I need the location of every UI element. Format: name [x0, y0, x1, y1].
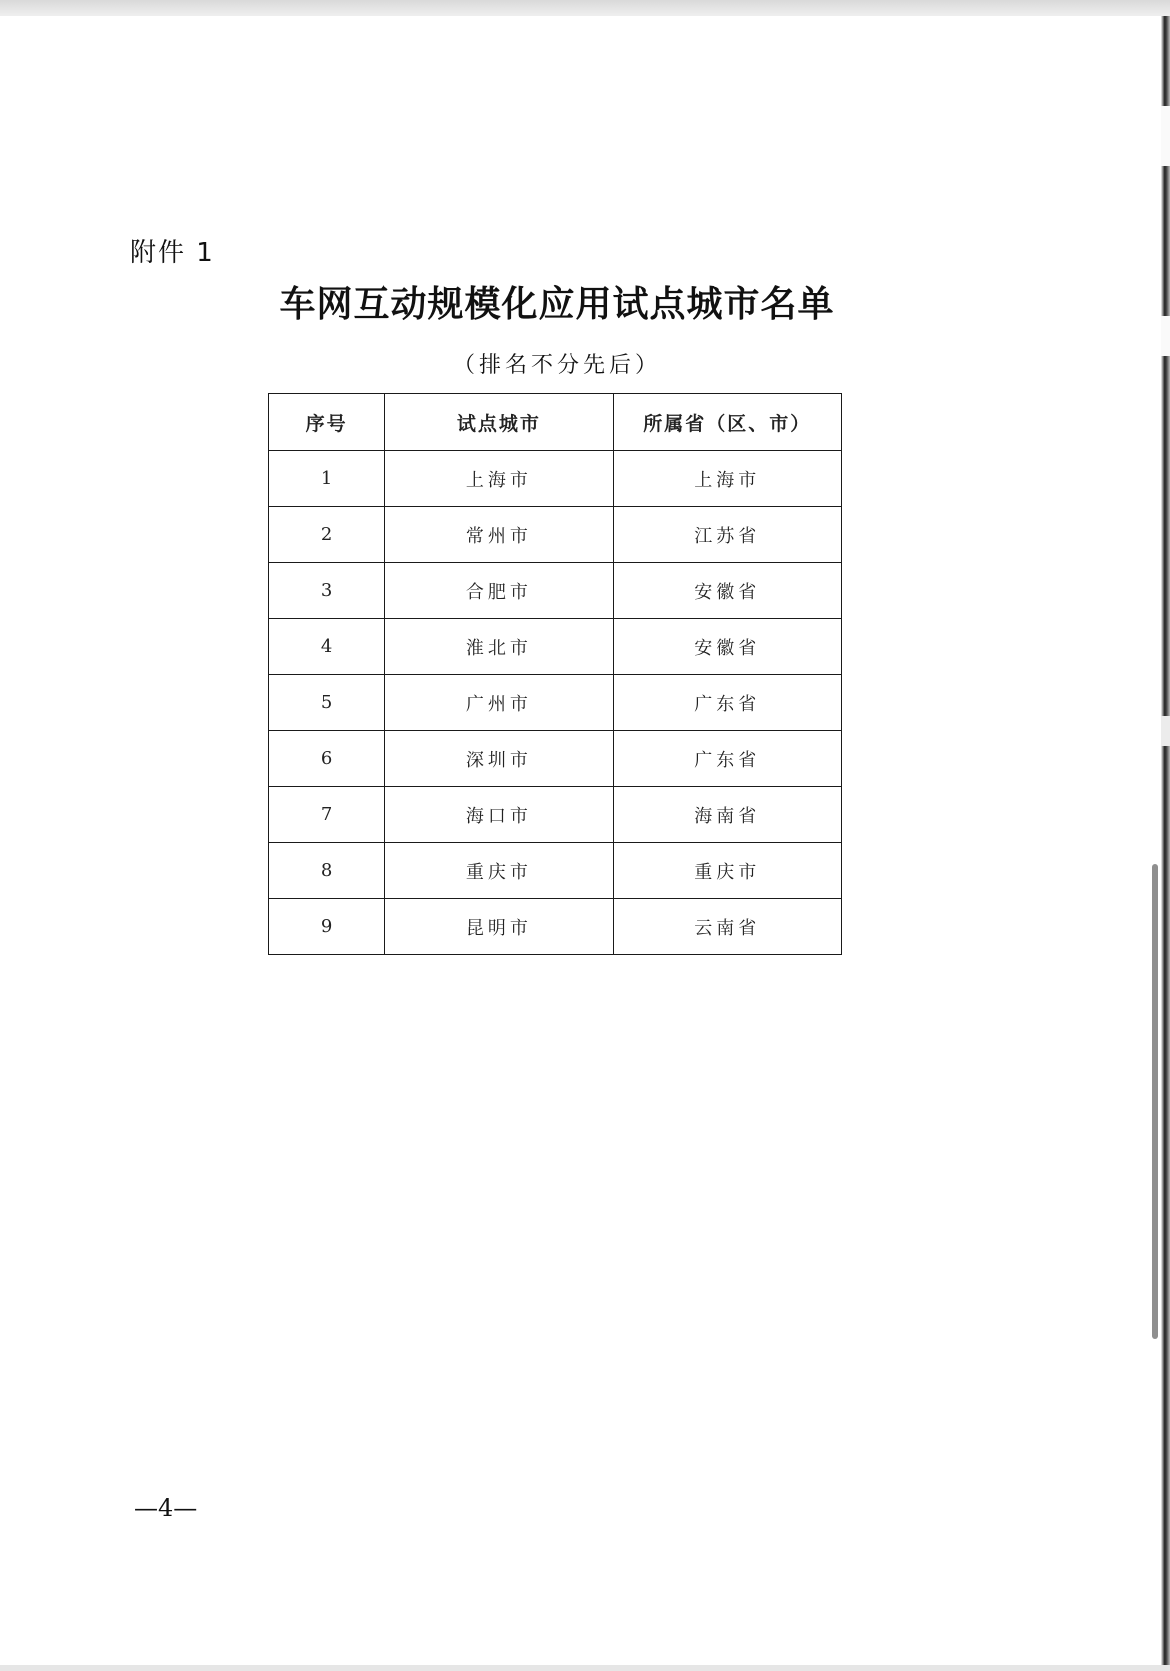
- row-index: 9: [269, 899, 385, 955]
- row-province: 安徽省: [613, 563, 841, 619]
- row-city: 重庆市: [385, 843, 613, 899]
- row-index: 4: [269, 619, 385, 675]
- page-number: —4—: [134, 1494, 198, 1522]
- header-city: 试点城市: [385, 394, 613, 451]
- table-row: [269, 843, 842, 899]
- table-header-row: [269, 394, 842, 451]
- pilot-city-table: [268, 393, 842, 955]
- row-city: 淮北市: [385, 619, 613, 675]
- document-subtitle: （排名不分先后）: [452, 353, 661, 378]
- attachment-label: 附件 1: [130, 238, 215, 268]
- row-city: 海口市: [385, 787, 613, 843]
- viewer-bottom-strip: [0, 1665, 1170, 1671]
- row-index: 2: [269, 507, 385, 563]
- page-stack-edge: [1161, 16, 1170, 1671]
- row-index: 7: [269, 787, 385, 843]
- row-city: 深圳市: [385, 731, 613, 787]
- row-city: 广州市: [385, 675, 613, 731]
- row-province: 江苏省: [613, 507, 841, 563]
- row-index: 8: [269, 843, 385, 899]
- row-index: 5: [269, 675, 385, 731]
- row-province: 广东省: [613, 675, 841, 731]
- table-row: [269, 899, 842, 955]
- viewer-top-strip: [0, 0, 1170, 16]
- header-province: 所属省（区、市）: [613, 394, 841, 451]
- table-row: [269, 787, 842, 843]
- table-header: [269, 394, 842, 451]
- table-body: [269, 451, 842, 955]
- document-title: 车网互动规模化应用试点城市名单: [279, 283, 835, 325]
- row-province: 安徽省: [613, 619, 841, 675]
- row-index: 3: [269, 563, 385, 619]
- table-row: [269, 451, 842, 507]
- vertical-scrollbar-thumb[interactable]: [1152, 864, 1158, 1339]
- row-province: 重庆市: [613, 843, 841, 899]
- row-province: 广东省: [613, 731, 841, 787]
- table-row: [269, 731, 842, 787]
- row-city: 昆明市: [385, 899, 613, 955]
- row-province: 云南省: [613, 899, 841, 955]
- row-province: 海南省: [613, 787, 841, 843]
- table-row: [269, 675, 842, 731]
- row-index: 6: [269, 731, 385, 787]
- table-row: [269, 619, 842, 675]
- row-city: 常州市: [385, 507, 613, 563]
- row-index: 1: [269, 451, 385, 507]
- table-row: [269, 507, 842, 563]
- table-row: [269, 563, 842, 619]
- header-index: 序号: [269, 394, 385, 451]
- row-city: 合肥市: [385, 563, 613, 619]
- row-province: 上海市: [613, 451, 841, 507]
- row-city: 上海市: [385, 451, 613, 507]
